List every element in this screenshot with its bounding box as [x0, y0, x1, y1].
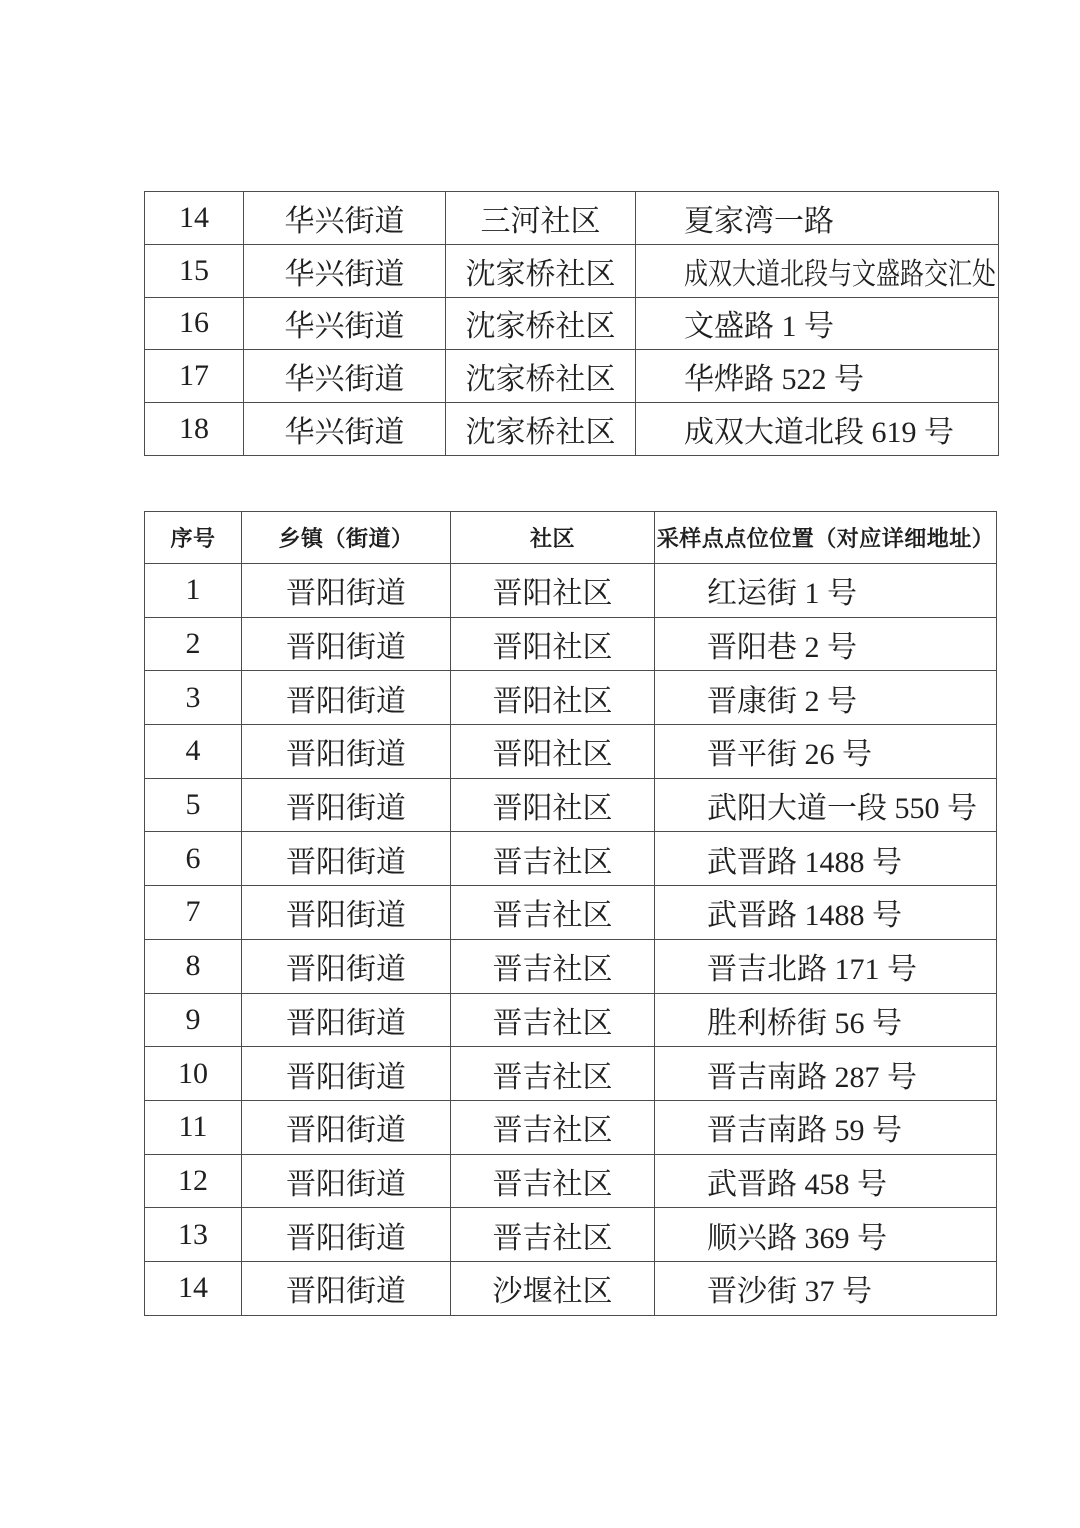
cell-label: 沈家桥社区: [465, 257, 616, 291]
sampling-points-table-jinyang: [144, 511, 997, 1316]
cell-label: 武晋路 458 号: [707, 1167, 887, 1201]
cell-label: 15: [179, 253, 209, 287]
cell-community: [446, 350, 636, 403]
cell-label: 华兴街道: [284, 363, 405, 397]
cell-township: [242, 1261, 451, 1315]
cell-label: 晋阳街道: [286, 631, 406, 665]
table-row: [145, 192, 999, 245]
cell-label: 7: [185, 895, 201, 929]
cell-address: [655, 886, 997, 940]
cell-seq-no: [145, 617, 242, 671]
cell-label: 8: [185, 949, 201, 983]
cell-label: 顺兴路 369 号: [707, 1221, 887, 1255]
cell-community: [451, 993, 655, 1047]
table-row: [145, 886, 997, 940]
cell-label: 晋阳街道: [286, 899, 406, 933]
cell-community: [451, 671, 655, 725]
cell-community: [446, 192, 636, 245]
cell-label: 晋阳街道: [286, 738, 406, 772]
cell-address: [655, 939, 997, 993]
cell-seq-no: [145, 886, 242, 940]
cell-label: 沙堰社区: [492, 1275, 613, 1309]
cell-address: [636, 192, 999, 245]
cell-community: [451, 1100, 655, 1154]
cell-township: [244, 403, 446, 456]
cell-seq-no: [145, 832, 242, 886]
cell-label: 晋沙街 37 号: [707, 1275, 872, 1309]
cell-label: 晋阳街道: [286, 1114, 406, 1148]
table-row: [145, 297, 999, 350]
header-row: [145, 512, 997, 564]
cell-label: 晋吉社区: [492, 953, 613, 987]
cell-address: [636, 350, 999, 403]
cell-township: [242, 1047, 451, 1101]
cell-township: [242, 1100, 451, 1154]
cell-township: [242, 1208, 451, 1262]
cell-seq-no: [145, 1154, 242, 1208]
cell-label: 华兴街道: [284, 257, 405, 291]
cell-label: 5: [185, 788, 201, 822]
cell-label: 18: [179, 412, 209, 446]
cell-label: 华兴街道: [284, 204, 405, 238]
cell-label: 成双大道北段与文盛路交汇处: [684, 257, 996, 291]
cell-label: 晋阳街道: [286, 1167, 406, 1201]
cell-label: 3: [185, 680, 201, 714]
header-cell-seq-no: [145, 512, 242, 564]
cell-label: 晋阳巷 2 号: [707, 631, 857, 665]
sampling-points-table-continued: [144, 191, 999, 456]
header-label: 乡镇（街道）: [278, 526, 414, 551]
cell-label: 成双大道北段 619 号: [684, 416, 954, 450]
cell-address: [655, 993, 997, 1047]
cell-community: [451, 939, 655, 993]
cell-label: 晋阳街道: [286, 792, 406, 826]
cell-township: [242, 939, 451, 993]
table-row: [145, 939, 997, 993]
cell-label: 文盛路 1 号: [684, 310, 834, 344]
cell-community: [451, 832, 655, 886]
cell-township: [244, 192, 446, 245]
table-row: [145, 993, 997, 1047]
cell-label: 6: [185, 841, 201, 875]
cell-community: [451, 1261, 655, 1315]
cell-community: [446, 297, 636, 350]
cell-township: [242, 778, 451, 832]
cell-township: [242, 1154, 451, 1208]
cell-label: 14: [179, 200, 209, 234]
header-cell-township: [242, 512, 451, 564]
cell-label: 10: [178, 1056, 208, 1090]
cell-label: 晋阳街道: [286, 1275, 406, 1309]
cell-township: [244, 350, 446, 403]
cell-label: 晋阳街道: [286, 577, 406, 611]
cell-label: 晋阳社区: [492, 577, 613, 611]
table-row: [145, 617, 997, 671]
cell-label: 晋阳街道: [286, 845, 406, 879]
cell-label: 胜利桥街 56 号: [707, 1006, 902, 1040]
cell-address: [655, 1208, 997, 1262]
cell-label: 华兴街道: [284, 310, 405, 344]
cell-label: 14: [178, 1271, 208, 1305]
cell-community: [451, 886, 655, 940]
cell-address: [655, 1261, 997, 1315]
cell-label: 晋阳街道: [286, 684, 406, 718]
table-row: [145, 350, 999, 403]
header-cell-address: [655, 512, 997, 564]
cell-community: [451, 617, 655, 671]
table-row: [145, 1154, 997, 1208]
table-row: [145, 832, 997, 886]
cell-community: [451, 725, 655, 779]
cell-label: 晋吉社区: [492, 845, 613, 879]
cell-label: 16: [179, 306, 209, 340]
header-label: 采样点点位位置（对应详细地址）: [656, 526, 995, 551]
cell-township: [242, 993, 451, 1047]
cell-address: [636, 297, 999, 350]
cell-label: 晋吉南路 287 号: [707, 1060, 917, 1094]
table-row: [145, 564, 997, 618]
cell-label: 晋阳社区: [492, 631, 613, 665]
header-cell-community: [451, 512, 655, 564]
cell-township: [244, 297, 446, 350]
table-row: [145, 671, 997, 725]
cell-label: 晋平街 26 号: [707, 738, 872, 772]
cell-community: [446, 403, 636, 456]
cell-label: 晋阳街道: [286, 953, 406, 987]
cell-label: 武晋路 1488 号: [707, 845, 902, 879]
cell-township: [242, 564, 451, 618]
cell-township: [242, 886, 451, 940]
cell-township: [242, 725, 451, 779]
cell-label: 晋康街 2 号: [707, 684, 857, 718]
cell-label: 华兴街道: [284, 416, 405, 450]
cell-label: 4: [185, 734, 201, 768]
cell-address: [655, 725, 997, 779]
cell-address: [655, 778, 997, 832]
cell-community: [451, 778, 655, 832]
cell-label: 晋吉南路 59 号: [707, 1114, 902, 1148]
cell-township: [242, 832, 451, 886]
table-row: [145, 725, 997, 779]
table-row: [145, 1261, 997, 1315]
cell-label: 17: [179, 359, 209, 393]
cell-label: 晋阳社区: [492, 684, 613, 718]
cell-seq-no: [145, 297, 244, 350]
cell-community: [446, 244, 636, 297]
cell-label: 晋吉社区: [492, 1006, 613, 1040]
cell-label: 晋阳街道: [286, 1060, 406, 1094]
cell-township: [242, 671, 451, 725]
cell-address: [655, 1154, 997, 1208]
cell-label: 晋吉社区: [492, 899, 613, 933]
cell-seq-no: [145, 671, 242, 725]
cell-seq-no: [145, 1208, 242, 1262]
cell-address: [655, 671, 997, 725]
cell-seq-no: [145, 1100, 242, 1154]
cell-community: [451, 1154, 655, 1208]
cell-seq-no: [145, 350, 244, 403]
cell-community: [451, 1047, 655, 1101]
cell-address: [636, 403, 999, 456]
table-row: [145, 1208, 997, 1262]
cell-label: 晋阳街道: [286, 1221, 406, 1255]
cell-label: 13: [178, 1217, 208, 1251]
cell-seq-no: [145, 993, 242, 1047]
cell-community: [451, 1208, 655, 1262]
cell-label: 晋阳街道: [286, 1006, 406, 1040]
cell-label: 晋吉社区: [492, 1221, 613, 1255]
cell-label: 晋吉社区: [492, 1114, 613, 1148]
cell-label: 晋阳社区: [492, 792, 613, 826]
header-label: 社区: [529, 526, 575, 551]
cell-seq-no: [145, 244, 244, 297]
cell-label: 9: [185, 1002, 201, 1036]
table-row: [145, 778, 997, 832]
table-row: [145, 1100, 997, 1154]
table-header: [145, 512, 997, 564]
cell-seq-no: [145, 564, 242, 618]
cell-label: 12: [178, 1163, 208, 1197]
cell-township: [244, 244, 446, 297]
cell-label: 武晋路 1488 号: [707, 899, 902, 933]
cell-address: [655, 564, 997, 618]
table-row: [145, 1047, 997, 1101]
cell-label: 2: [185, 627, 201, 661]
cell-label: 沈家桥社区: [465, 310, 616, 344]
cell-seq-no: [145, 1261, 242, 1315]
table-body: [145, 192, 999, 456]
cell-seq-no: [145, 939, 242, 993]
cell-seq-no: [145, 403, 244, 456]
cell-label: 沈家桥社区: [465, 363, 616, 397]
cell-label: 晋吉社区: [492, 1060, 613, 1094]
cell-seq-no: [145, 1047, 242, 1101]
cell-seq-no: [145, 725, 242, 779]
table-row: [145, 244, 999, 297]
header-label: 序号: [170, 526, 216, 551]
cell-address: [655, 1047, 997, 1101]
cell-seq-no: [145, 192, 244, 245]
cell-label: 华烨路 522 号: [684, 363, 864, 397]
cell-address: [655, 1100, 997, 1154]
table-body: [145, 564, 997, 1316]
cell-label: 晋吉社区: [492, 1167, 613, 1201]
cell-label: 11: [178, 1110, 208, 1144]
cell-address: [655, 832, 997, 886]
cell-address: [655, 617, 997, 671]
cell-label: 红运街 1 号: [707, 577, 857, 611]
cell-label: 武阳大道一段 550 号: [707, 792, 977, 826]
cell-community: [451, 564, 655, 618]
table-row: [145, 403, 999, 456]
cell-label: 1: [185, 573, 201, 607]
cell-label: 晋阳社区: [492, 738, 613, 772]
cell-address: [636, 244, 999, 297]
cell-label: 夏家湾一路: [684, 204, 834, 238]
cell-label: 三河社区: [480, 204, 601, 238]
cell-township: [242, 617, 451, 671]
cell-label: 沈家桥社区: [465, 416, 616, 450]
cell-seq-no: [145, 778, 242, 832]
cell-label: 晋吉北路 171 号: [707, 953, 917, 987]
